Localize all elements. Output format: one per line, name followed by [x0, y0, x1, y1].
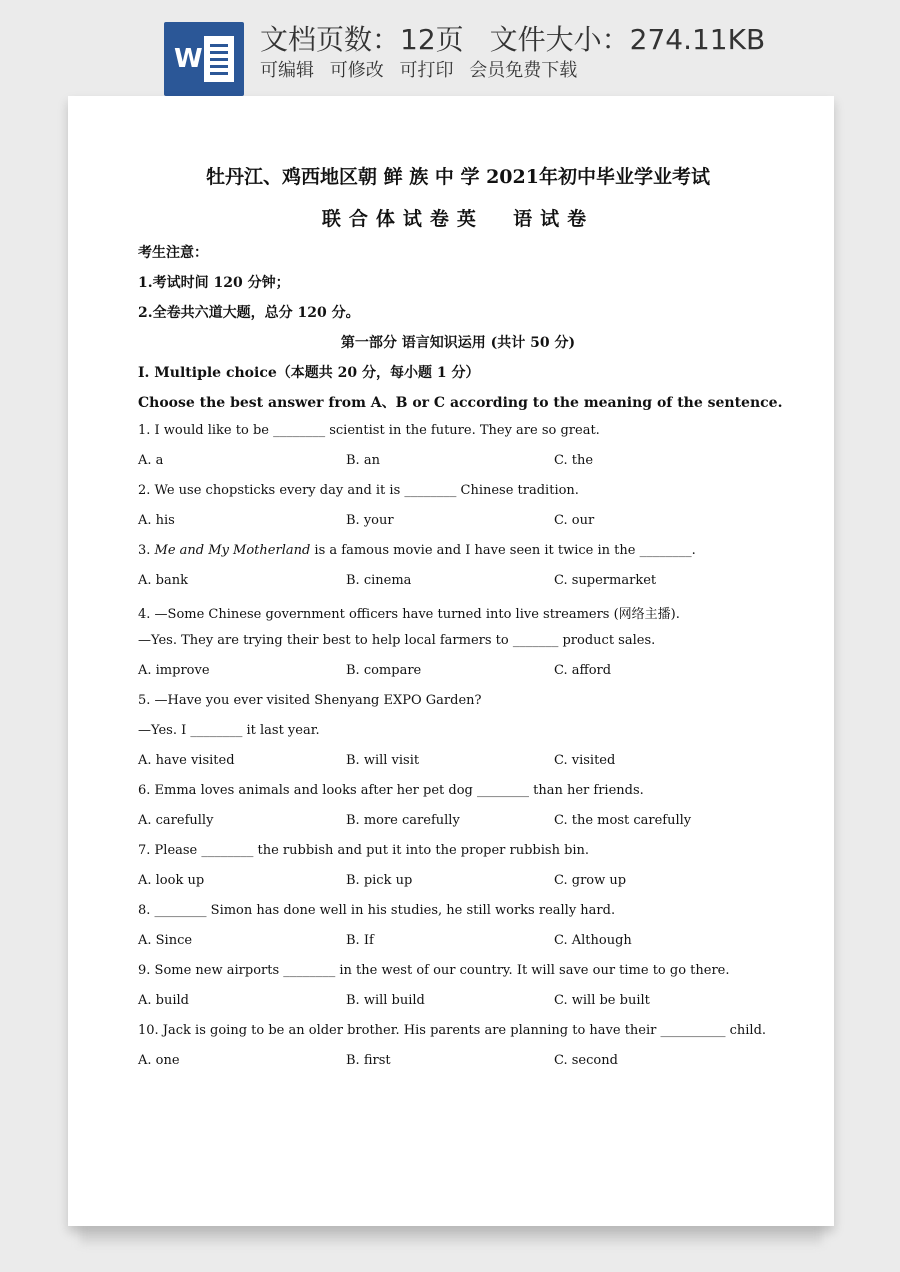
- option-b: B. first: [346, 1053, 391, 1068]
- stem-prefix: 3.: [138, 543, 155, 558]
- option-a: A. have visited: [138, 753, 235, 768]
- exam-subtitle: 联合体试卷英 语试卷: [321, 208, 595, 230]
- option-b: B. cinema: [346, 573, 412, 588]
- option-a: A. one: [138, 1053, 180, 1068]
- paper-shadow: [80, 1224, 822, 1244]
- option-a: A. improve: [138, 663, 210, 678]
- option-b: B. your: [346, 513, 394, 528]
- option-b: B. If: [346, 933, 374, 948]
- option-c: C. our: [554, 513, 595, 528]
- feature-editable: 可编辑: [260, 60, 314, 81]
- document-page: [68, 96, 834, 1226]
- option-a: A. Since: [138, 933, 193, 948]
- question-stem: 8. ________ Simon has done well in his studies, he still works really hard.: [138, 903, 616, 918]
- option-a: A. build: [138, 993, 189, 1008]
- option-c: C. the most carefully: [554, 813, 692, 828]
- file-meta: [260, 18, 765, 58]
- option-c: C. afford: [554, 663, 612, 678]
- feature-list: [260, 56, 587, 82]
- option-b: B. compare: [346, 663, 422, 678]
- download-banner: [0, 0, 900, 100]
- stem-suffix: is a famous movie and I have seen it twice in the ________.: [310, 543, 696, 558]
- question-stem: 5. —Have you ever visited Shenyang EXPO Garden?: [138, 693, 482, 708]
- question-stem-reply: —Yes. They are trying their best to help local farmers to _______ product sales.: [138, 633, 656, 648]
- option-a: A. a: [138, 453, 164, 468]
- option-a: A. bank: [138, 573, 188, 588]
- option-c: C. second: [554, 1053, 618, 1068]
- option-b: B. an: [346, 453, 380, 468]
- option-a: A. carefully: [138, 813, 214, 828]
- option-b: B. pick up: [346, 873, 413, 888]
- feature-modifiable: 可修改: [329, 60, 384, 81]
- question-stem: 7. Please ________ the rubbish and put it into the proper rubbish bin.: [138, 843, 590, 858]
- option-c: C. visited: [554, 753, 616, 768]
- option-c: C. will be built: [554, 993, 650, 1008]
- option-b: B. will build: [346, 993, 425, 1008]
- feature-member-download: 会员免费下载: [469, 60, 578, 81]
- question-stem: [138, 543, 696, 558]
- option-b: B. more carefully: [346, 813, 460, 828]
- feature-printable: 可打印: [399, 60, 454, 81]
- notice-score: 2.全卷共六道大题，总分 120 分。: [138, 305, 360, 321]
- instruction: Choose the best answer from A、B or C according to the meaning of the sentence.: [138, 395, 783, 411]
- option-a: A. his: [138, 513, 175, 528]
- option-c: C. the: [554, 453, 594, 468]
- question-stem: 6. Emma loves animals and looks after her pet dog ________ than her friends.: [138, 783, 644, 798]
- section-heading: I. Multiple choice（本题共 20 分，每小题 1 分）: [138, 365, 480, 381]
- option-c: C. Although: [554, 933, 632, 948]
- option-c: C. grow up: [554, 873, 627, 888]
- question-stem: 4. —Some Chinese government officers have turned into live streamers (网络主播).: [138, 607, 680, 622]
- question-stem-reply: —Yes. I ________ it last year.: [138, 723, 320, 738]
- page-count: 文档页数：12页: [260, 23, 464, 56]
- part-heading: 第一部分 语言知识运用 (共计 50 分): [340, 335, 576, 351]
- question-stem: 10. Jack is going to be an older brother. His parents are planning to have their __________ child.: [138, 1023, 767, 1038]
- exam-title: 牡丹江、鸡西地区朝 鲜 族 中 学 2021年初中毕业学业考试: [206, 166, 710, 188]
- question-stem: 1. I would like to be ________ scientist in the future. They are so great.: [138, 423, 600, 438]
- word-document-icon: [164, 22, 244, 96]
- question-stem: 9. Some new airports ________ in the west of our country. It will save our time to go there.: [138, 963, 730, 978]
- option-b: B. will visit: [346, 753, 420, 768]
- option-c: C. supermarket: [554, 573, 657, 588]
- movie-title: Me and My Motherland: [154, 543, 311, 558]
- notice-heading: 考生注意：: [138, 245, 208, 261]
- question-stem: 2. We use chopsticks every day and it is ________ Chinese tradition.: [138, 483, 579, 498]
- file-size: 文件大小：274.11KB: [489, 23, 766, 56]
- option-a: A. look up: [138, 873, 205, 888]
- notice-time: 1.考试时间 120 分钟；: [138, 275, 290, 291]
- word-icon-letter: W: [174, 44, 203, 74]
